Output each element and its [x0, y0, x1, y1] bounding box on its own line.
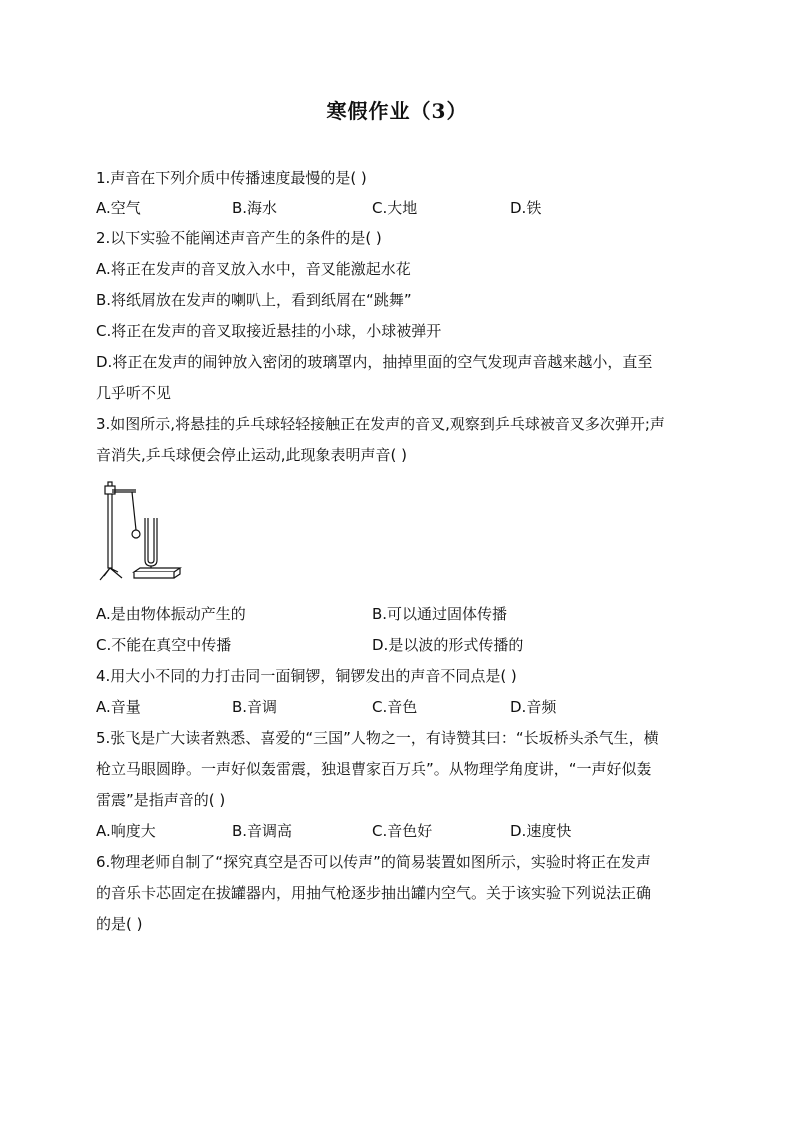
question-4-option-d: D.音频 — [510, 698, 557, 716]
stand-base — [100, 568, 122, 580]
question-6-stem-line-1: 6.物理老师自制了“探究真空是否可以传声”的简易装置如图所示，实验时将正在发声 — [96, 853, 651, 871]
question-3-option-c: C.不能在真空中传播 — [96, 636, 232, 654]
tuning-fork — [145, 518, 157, 566]
question-4-option-c: C.音色 — [372, 698, 418, 716]
resonance-box — [134, 572, 174, 578]
question-2-option-d-continued: 几乎听不见 — [96, 384, 172, 402]
question-1-option-c: C.大地 — [372, 199, 418, 217]
question-1-option-a: A.空气 — [96, 199, 141, 217]
question-3-stem-line-2: 音消失,乒乓球便会停止运动,此现象表明声音( ) — [96, 446, 408, 464]
question-5-option-a: A.响度大 — [96, 822, 156, 840]
question-5-option-d: D.速度快 — [510, 822, 572, 840]
question-6-stem-line-2: 的音乐卡芯固定在拔罐器内，用抽气枪逐步抽出罐内空气。关于该实验下列说法正确 — [96, 884, 652, 902]
question-1-option-d: D.铁 — [510, 199, 542, 217]
question-3-option-a: A.是由物体振动产生的 — [96, 605, 246, 623]
question-5-option-b: B.音调高 — [232, 822, 293, 840]
question-4-stem: 4.用大小不同的力打击同一面铜锣，铜锣发出的声音不同点是( ) — [96, 667, 517, 685]
question-6-stem-line-3: 的是( ) — [96, 915, 143, 933]
question-2-option-d: D.将正在发声的闹钟放入密闭的玻璃罩内，抽掉里面的空气发现声音越来越小，直至 — [96, 353, 653, 371]
question-4-option-b: B.音调 — [232, 698, 278, 716]
question-3-option-b: B.可以通过固体传播 — [372, 605, 508, 623]
stand-rod — [108, 482, 112, 568]
question-5-stem-line-1: 5.张飞是广大读者熟悉、喜爱的“三国”人物之一，有诗赞其曰：“长坂桥头杀气生，横 — [96, 729, 659, 747]
question-2-stem: 2.以下实验不能阐述声音产生的条件的是( ) — [96, 229, 382, 247]
question-5-stem-line-2: 枪立马眼圆睁。一声好似轰雷震，独退曹家百万兵”。从物理学角度讲，“一声好似轰 — [96, 760, 652, 778]
question-4-option-a: A.音量 — [96, 698, 141, 716]
ping-pong-ball — [132, 530, 140, 538]
question-1-option-b: B.海水 — [232, 199, 278, 217]
question-1-stem: 1.声音在下列介质中传播速度最慢的是( ) — [96, 169, 367, 187]
page-title: 寒假作业（3） — [326, 99, 468, 123]
question-2-option-b: B.将纸屑放在发声的喇叭上，看到纸屑在“跳舞” — [96, 291, 412, 309]
question-2-option-a: A.将正在发声的音叉放入水中，音叉能激起水花 — [96, 260, 411, 278]
question-2-option-c: C.将正在发声的音叉取接近悬挂的小球，小球被弹开 — [96, 322, 442, 340]
question-3-option-d: D.是以波的形式传播的 — [372, 636, 524, 654]
tuning-fork-ping-pong-figure — [96, 478, 182, 588]
question-3-stem-line-1: 3.如图所示,将悬挂的乒乓球轻轻接触正在发声的音叉,观察到乒乓球被音叉多次弹开;声 — [96, 415, 665, 433]
string — [132, 492, 136, 530]
question-5-option-c: C.音色好 — [372, 822, 433, 840]
resonance-box-top — [134, 568, 180, 572]
question-5-stem-line-3: 雷震”是指声音的( ) — [96, 791, 226, 809]
